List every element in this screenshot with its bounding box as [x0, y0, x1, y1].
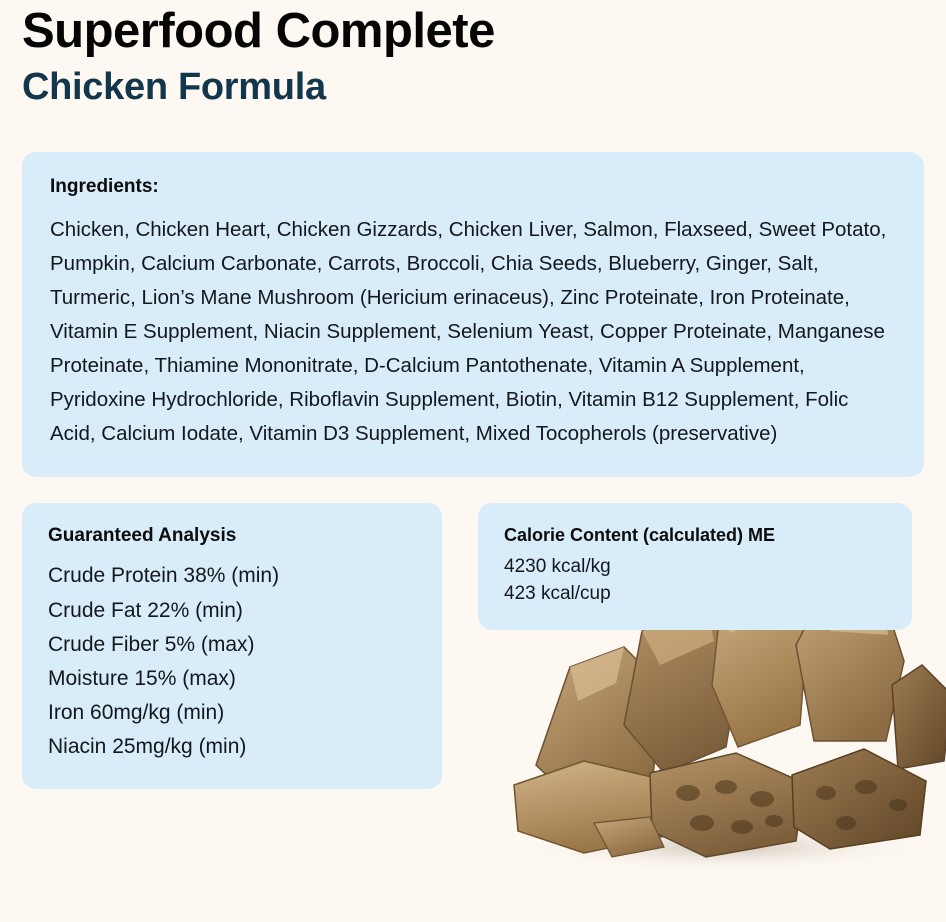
- page-title: Superfood Complete: [22, 4, 495, 58]
- calorie-content-heading: Calorie Content (calculated) ME: [504, 525, 776, 546]
- header: [22, 0, 924, 110]
- ingredients-heading: Ingredients:: [50, 176, 159, 198]
- list-item: Moisture 15% (max): [48, 667, 236, 691]
- ingredients-card: [22, 152, 924, 477]
- list-item: Crude Fiber 5% (max): [48, 632, 255, 656]
- page-subtitle: Chicken Formula: [22, 65, 326, 108]
- list-item: Crude Fat 22% (min): [48, 598, 243, 622]
- list-item: Crude Protein 38% (min): [48, 564, 280, 588]
- guaranteed-analysis-list: [48, 559, 416, 764]
- guaranteed-analysis-card: [22, 503, 442, 788]
- list-item: Niacin 25mg/kg (min): [48, 735, 247, 759]
- calorie-per-cup: 423 kcal/cup: [504, 583, 611, 605]
- calorie-content-card: [478, 503, 912, 630]
- guaranteed-analysis-heading: Guaranteed Analysis: [48, 525, 237, 547]
- ingredients-text: Chicken, Chicken Heart, Chicken Gizzards, Chicken Liver, Salmon, Flaxseed, Sweet Potato, Pumpkin, Calcium Carbonate, Carrots, Broccoli, Chia Seeds, Blueberry, Ginger, Salt, Turmeric, Lion’s Mane Mushroom (Hericium erinaceus), Zinc Proteinate, Iron Proteinate, Vitamin E Supplement, Niacin Supplement, Selenium Yeast, Copper Proteinate, Manganese Proteinate, Thiamine Mononitrate, D-Calcium Pantothenate, Vitamin A Supplement, Pyridoxine Hydrochloride, Riboflavin Supplement, Biotin, Vitamin B12 Supplement, Folic Acid, Calcium Iodate, Vitamin D3 Supplement, Mixed Tocopherols (preservative): [50, 218, 887, 446]
- lower-section: [22, 503, 924, 843]
- list-item: Iron 60mg/kg (min): [48, 701, 225, 725]
- calorie-per-kg: 4230 kcal/kg: [504, 556, 611, 578]
